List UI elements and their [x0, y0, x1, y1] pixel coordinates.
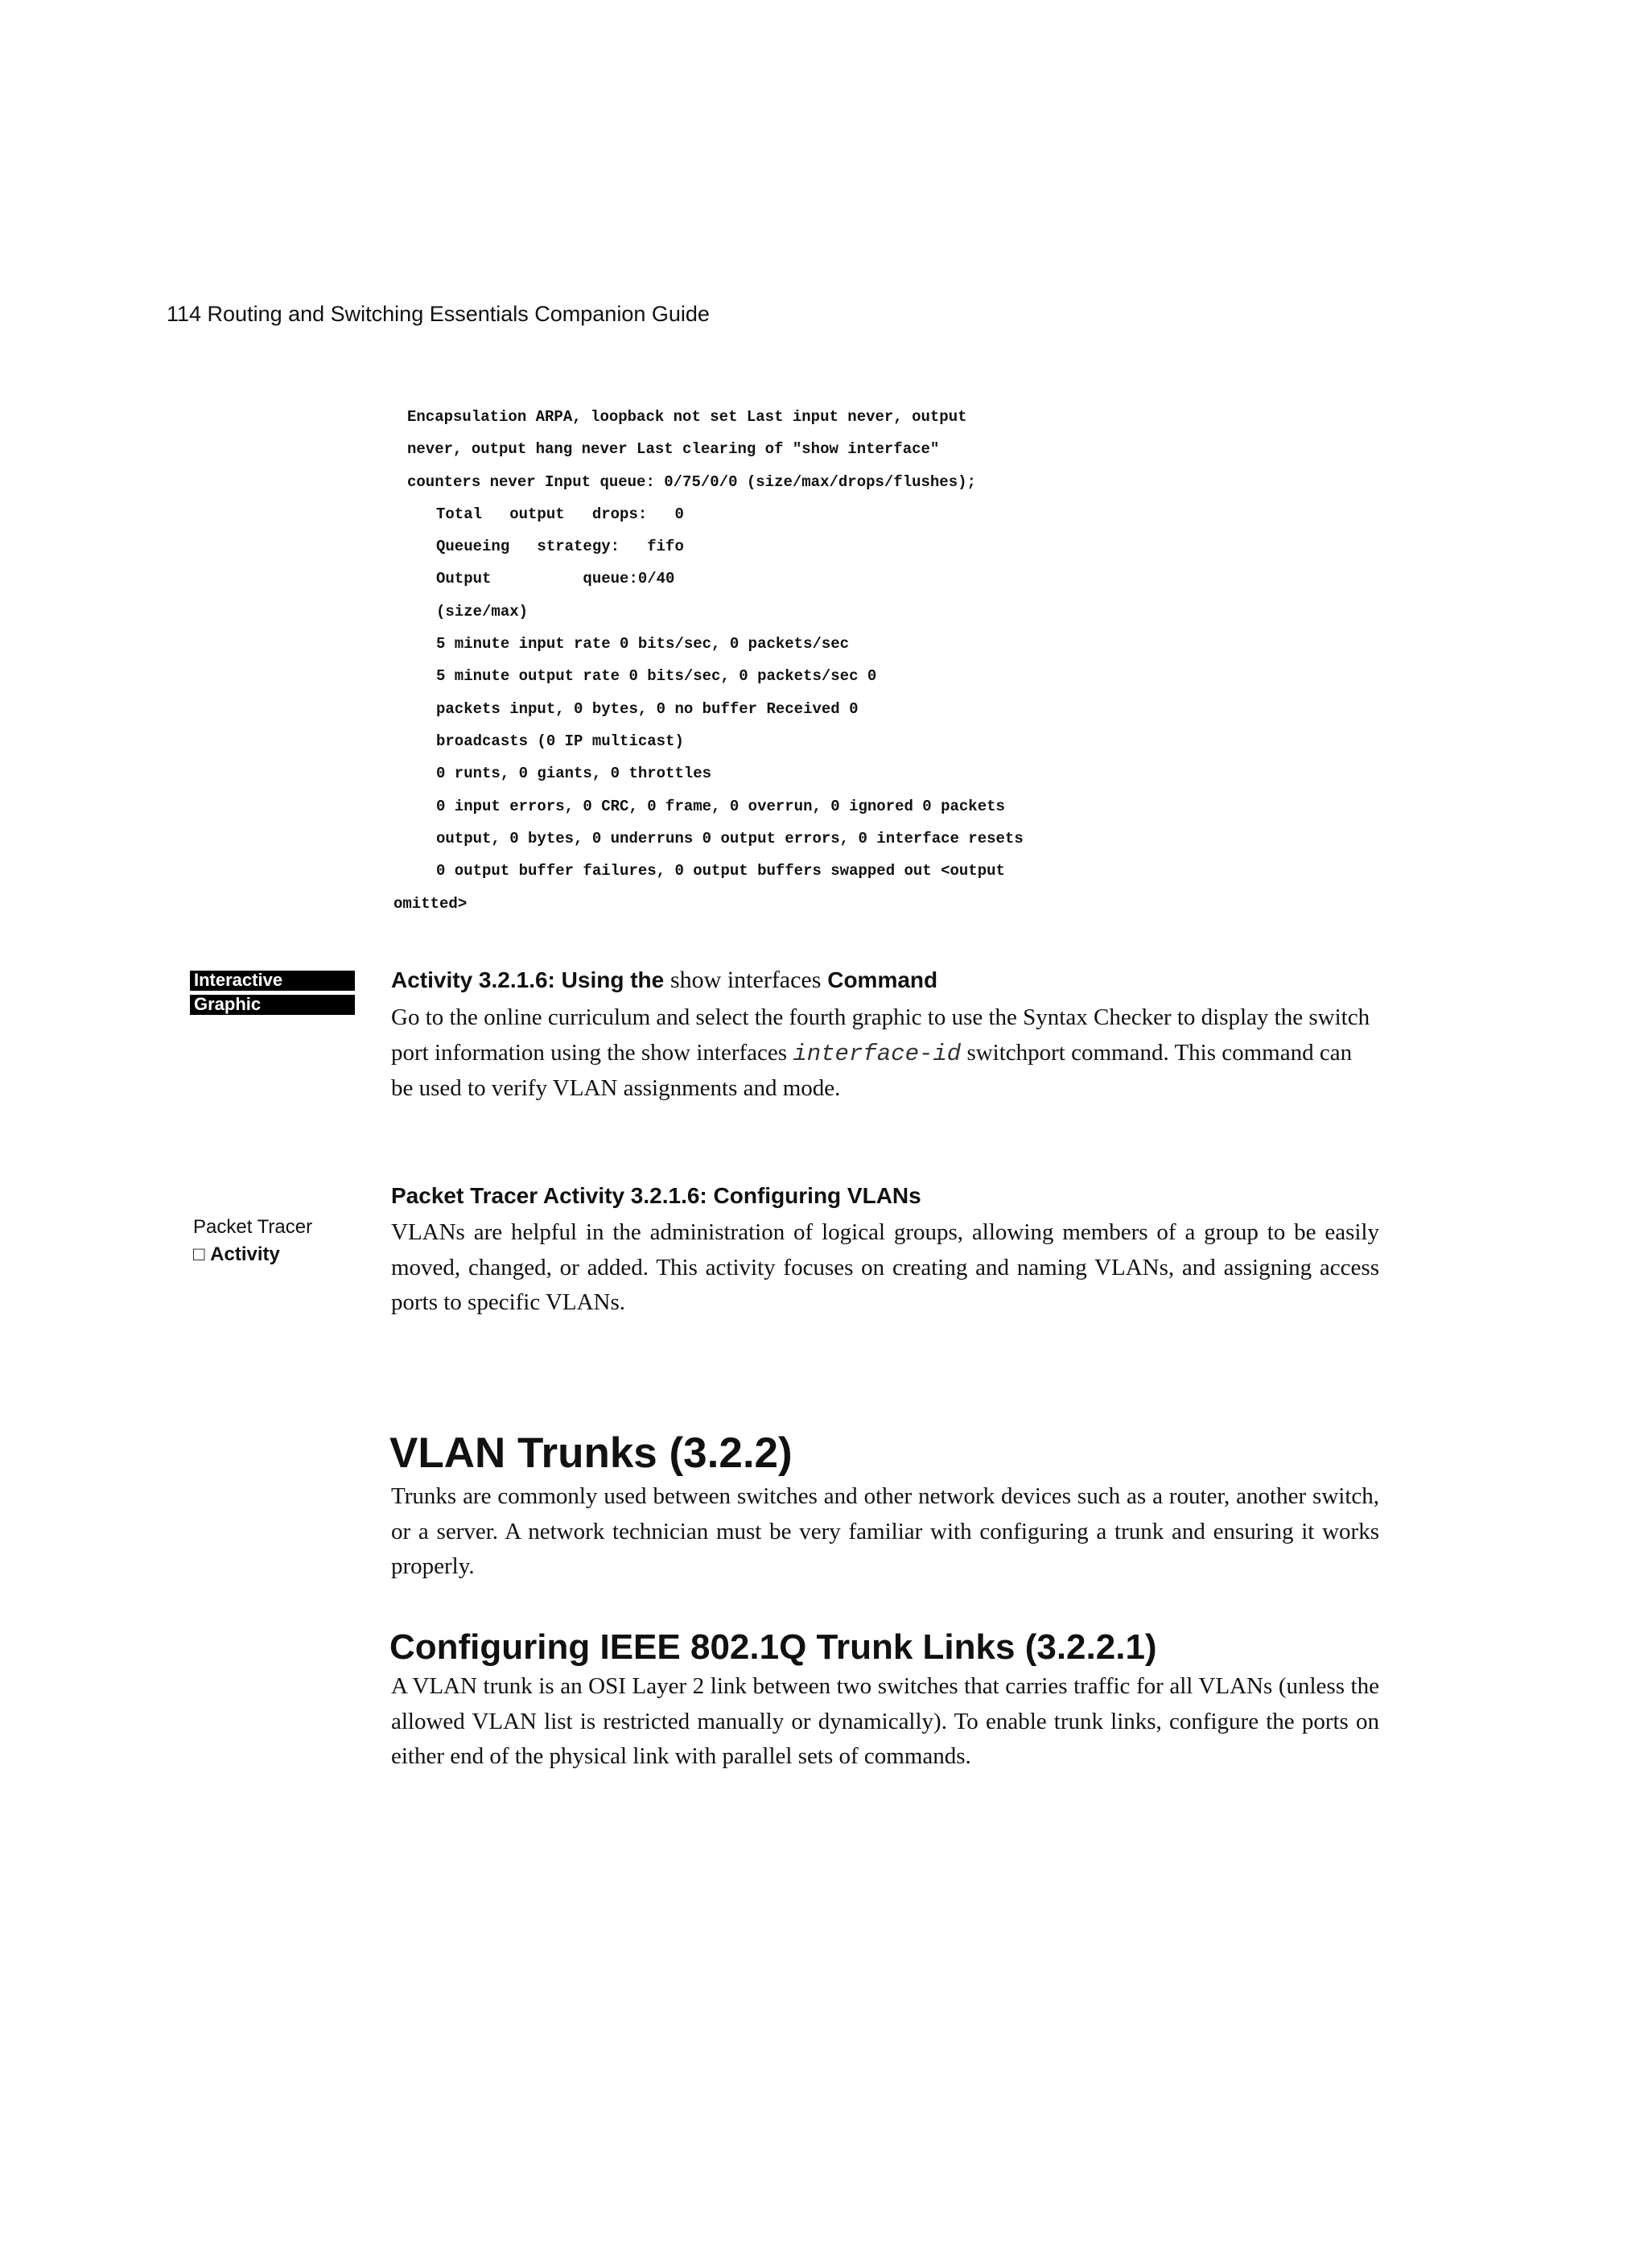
section-heading: VLAN Trunks (3.2.2)	[389, 1429, 793, 1477]
interactive-activity-title	[391, 966, 937, 995]
code-line: never, output hang never Last clearing of "show interface"	[407, 440, 940, 458]
checkbox-icon: □	[193, 1243, 211, 1265]
code-line: 0 output buffer failures, 0 output buffers swapped out <output	[436, 862, 1005, 880]
code-line: (size/max)	[436, 603, 529, 621]
body-text: switchport command. This command can be used to verify VLAN assignments and mode.	[391, 1039, 1353, 1101]
body-text: Go to the online curriculum and select the fourth graphic to use the Syntax Checker to display the switch port information using the show interfaces	[391, 1004, 1370, 1066]
code-line: Encapsulation ARPA, loopback not set Last input never, output	[407, 408, 967, 426]
code-line: broadcasts (0 IP multicast)	[436, 732, 684, 750]
title-text: Command	[821, 967, 938, 992]
code-line: 0 runts, 0 giants, 0 throttles	[436, 765, 712, 782]
code-line: omitted>	[393, 895, 468, 913]
packet-tracer-label: Packet Tracer	[193, 1216, 313, 1238]
interactive-graphic-tag: Interactive	[190, 971, 355, 991]
inline-code: interface-id	[793, 1040, 962, 1067]
code-listing	[0, 0, 1648, 934]
running-head: 114 Routing and Switching Essentials Companion Guide	[167, 302, 710, 326]
code-line: packets input, 0 bytes, 0 no buffer Received 0	[436, 700, 859, 718]
code-line: counters never Input queue: 0/75/0/0 (size/max/drops/flushes);	[407, 473, 976, 491]
title-text: Activity 3.2.1.6: Using the	[391, 967, 670, 992]
code-line: Queueing strategy: fifo	[436, 538, 684, 555]
packet-tracer-body: VLANs are helpful in the administration of logical groups, allowing members of a group to be easily moved, changed, or added. This activity focuses on creating and naming VLANs, and assigning access ports to specific VLANs.	[391, 1219, 1379, 1315]
title-command: show interfaces	[670, 967, 822, 993]
code-line: Output queue:0/40	[436, 570, 675, 588]
code-line: 5 minute output rate 0 bits/sec, 0 packets/sec 0	[436, 667, 877, 685]
code-line: output, 0 bytes, 0 underruns 0 output errors, 0 interface resets	[436, 830, 1024, 847]
subsection-body: A VLAN trunk is an OSI Layer 2 link between two switches that carries traffic for all VLANs (unless the allowed VLAN list is restricted manually or dynamically). To enable trunk links, configure the ports on either end of the physical link with parallel sets of commands.	[391, 1673, 1379, 1769]
code-line: 0 input errors, 0 CRC, 0 frame, 0 overrun, 0 ignored 0 packets	[436, 798, 1005, 815]
code-line: 5 minute input rate 0 bits/sec, 0 packets/sec	[436, 635, 850, 653]
interactive-activity-body	[391, 1000, 1379, 1107]
section-body: Trunks are commonly used between switches and other network devices such as a router, another switch, or a server. A network technician must be very familiar with configuring a trunk and ensuring it works properly.	[391, 1483, 1379, 1579]
packet-tracer-activity-label	[193, 1241, 280, 1268]
packet-tracer-title: Packet Tracer Activity 3.2.1.6: Configuring VLANs	[391, 1183, 921, 1208]
code-line: Total output drops: 0	[436, 505, 684, 523]
subsection-heading: Configuring IEEE 802.1Q Trunk Links (3.2.2.1)	[389, 1627, 1157, 1667]
activity-label: Activity	[210, 1243, 280, 1265]
interactive-graphic-tag: Graphic	[190, 995, 355, 1015]
